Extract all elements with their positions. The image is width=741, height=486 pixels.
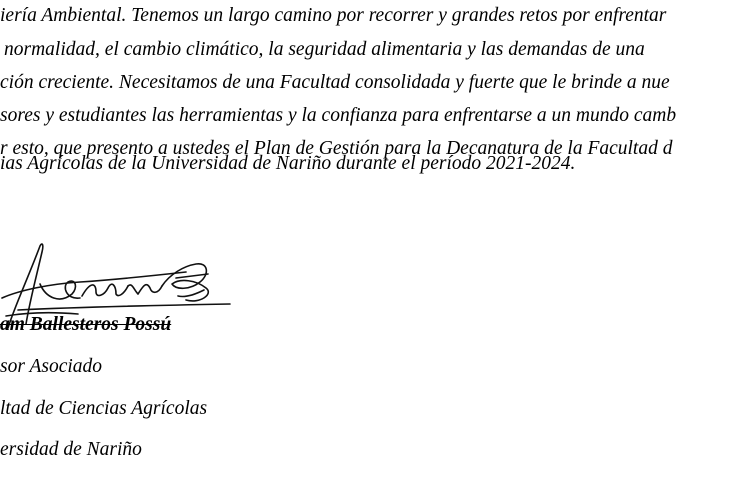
paragraph-line-5: r esto, que presento a ustedes el Plan de Gestión para la Decanatura de la Facultad d: [0, 138, 673, 159]
paragraph-line-1: iería Ambiental. Tenemos un largo camino por recorrer y grandes retos por enfrentar: [0, 5, 667, 26]
signatory-title: sor Asociado: [0, 356, 103, 377]
paragraph-line-4: sores y estudiantes las herramientas y la confianza para enfrentarse a un mundo camb: [0, 105, 677, 126]
signatory-university: ersidad de Nariño: [0, 439, 142, 460]
signatory-faculty: ltad de Ciencias Agrícolas: [0, 398, 208, 419]
signatory-name: am Ballesteros Possú: [0, 314, 172, 335]
paragraph-line-6: ias Agrícolas de la Universidad de Nariño durante el período 2021-2024.: [0, 153, 576, 174]
paragraph-line-2: normalidad, el cambio climático, la seguridad alimentaria y las demandas de una: [4, 39, 645, 60]
paragraph-line-3: ción creciente. Necesitamos de una Facultad consolidada y fuerte que le brinde a nue: [0, 72, 670, 93]
